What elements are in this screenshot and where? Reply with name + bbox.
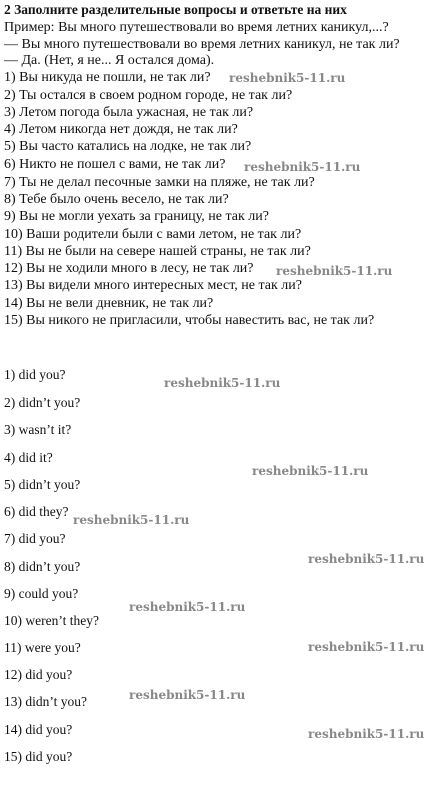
watermark: reshebnik5-11.ru (244, 160, 361, 174)
answer-item: 14) did you? (4, 722, 73, 737)
exercise-item: 8) Тебе было очень весело, не так ли? (4, 192, 229, 207)
answer-item: 4) did it? (4, 450, 53, 465)
exercise-item: 3) Летом погода была ужасная, не так ли? (4, 105, 254, 120)
exercise-item: 15) Вы никого не пригласили, чтобы навестить вас, не так ли? (4, 313, 375, 328)
watermark: reshebnik5-11.ru (252, 464, 369, 478)
exercise-item: 1) Вы никуда не пошли, не так ли? (4, 70, 211, 85)
exercise-item: 4) Летом никогда нет дождя, не так ли? (4, 122, 238, 137)
answer-item: 8) didn’t you? (4, 559, 81, 574)
exercise-item: 9) Вы не могли уехать за границу, не так ли? (4, 209, 269, 224)
exercise-item: 13) Вы видели много интересных мест, не так ли? (4, 278, 302, 293)
example-label: Пример: Вы много путешествовали во время летних каникул,...? (4, 20, 389, 35)
answer-item: 11) were you? (4, 640, 81, 655)
exercise-item: 6) Никто не пошел с вами, не так ли? (4, 157, 226, 172)
watermark: reshebnik5-11.ru (229, 71, 346, 85)
answer-item: 13) didn’t you? (4, 694, 87, 709)
answer-item: 5) didn’t you? (4, 477, 81, 492)
exercise-item: 5) Вы часто катались на лодке, не так ли? (4, 139, 252, 154)
answer-item: 1) did you? (4, 367, 66, 382)
answer-item: 9) could you? (4, 586, 79, 601)
answer-item: 15) did you? (4, 749, 73, 764)
example-answer: — Да. (Нет, я не... Я остался дома). (4, 53, 215, 68)
watermark: reshebnik5-11.ru (276, 264, 393, 278)
watermark: reshebnik5-11.ru (308, 727, 425, 741)
watermark: reshebnik5-11.ru (164, 376, 281, 390)
answer-item: 7) did you? (4, 531, 66, 546)
watermark: reshebnik5-11.ru (129, 688, 246, 702)
exercise-item: 11) Вы не были на севере нашей страны, не так ли? (4, 244, 311, 259)
exercise-title: 2 Заполните разделительные вопросы и ответьте на них (4, 2, 347, 17)
watermark: reshebnik5-11.ru (308, 552, 425, 566)
example-question: — Вы много путешествовали во время летних каникул, не так ли? (4, 37, 400, 52)
exercise-item: 14) Вы не вели дневник, не так ли? (4, 296, 214, 311)
watermark: reshebnik5-11.ru (129, 600, 246, 614)
answer-item: 2) didn’t you? (4, 395, 81, 410)
exercise-item: 12) Вы не ходили много в лесу, не так ли? (4, 261, 254, 276)
answer-item: 10) weren’t they? (4, 613, 99, 628)
watermark: reshebnik5-11.ru (73, 513, 190, 527)
answer-item: 12) did you? (4, 667, 73, 682)
answer-item: 6) did they? (4, 504, 69, 519)
exercise-item: 10) Ваши родители были с вами летом, не так ли? (4, 227, 302, 242)
exercise-item: 2) Ты остался в своем родном городе, не так ли? (4, 88, 293, 103)
answer-item: 3) wasn’t it? (4, 422, 72, 437)
exercise-item: 7) Ты не делал песочные замки на пляже, не так ли? (4, 175, 315, 190)
watermark: reshebnik5-11.ru (308, 640, 425, 654)
